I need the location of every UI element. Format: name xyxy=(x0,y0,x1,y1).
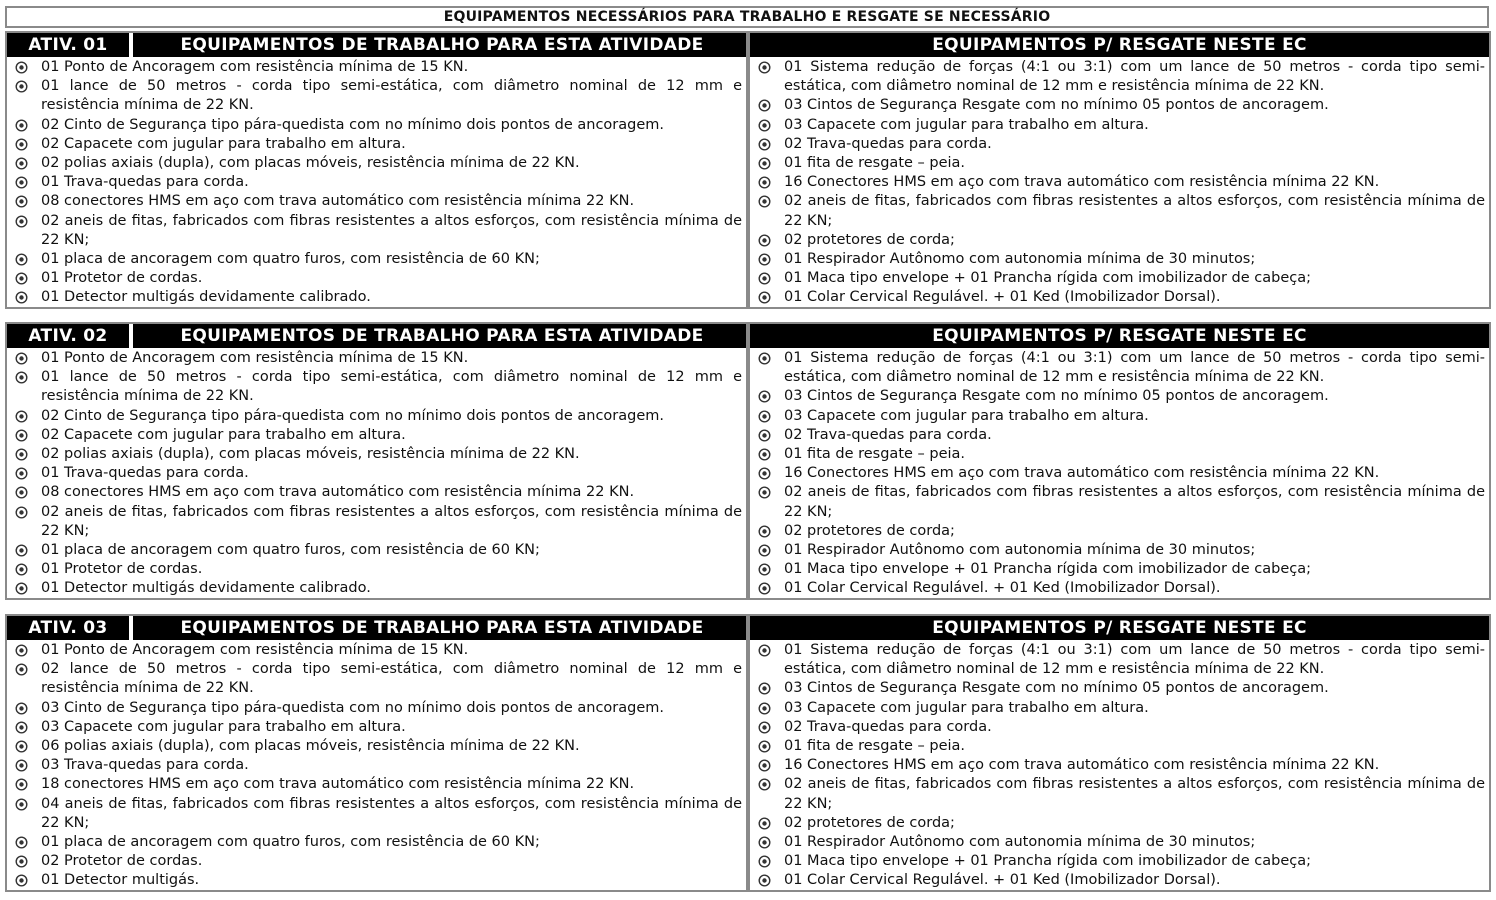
circle-bullet-icon xyxy=(758,544,771,557)
circle-bullet-icon xyxy=(15,176,28,189)
list-item xyxy=(758,814,1485,833)
list-item xyxy=(758,756,1485,775)
circle-bullet-icon xyxy=(758,234,771,247)
list-item xyxy=(758,192,1485,230)
circle-bullet-icon xyxy=(15,467,28,480)
work-equipment-header xyxy=(7,33,746,57)
list-item-text: 01 placa de ancoragem com quatro furos, com resistência de 60 KN; xyxy=(41,834,540,851)
list-item xyxy=(15,116,742,135)
list-item xyxy=(758,426,1485,445)
activity-label: ATIV. 02 xyxy=(7,324,133,348)
list-item-text: 01 Colar Cervical Regulável. + 01 Ked (Imobilizador Dorsal). xyxy=(784,289,1221,306)
list-item-text: 01 Colar Cervical Regulável. + 01 Ked (Imobilizador Dorsal). xyxy=(784,580,1221,597)
circle-bullet-icon xyxy=(15,740,28,753)
list-item-text: 01 Detector multigás devidamente calibrado. xyxy=(41,289,371,306)
list-item xyxy=(758,464,1485,483)
list-item-text: 16 Conectores HMS em aço com trava automático com resistência mínima 22 KN. xyxy=(784,757,1380,774)
list-item xyxy=(15,641,742,660)
list-item-text: 01 Respirador Autônomo com autonomia mínima de 30 minutos; xyxy=(784,251,1256,268)
circle-bullet-icon xyxy=(758,817,771,830)
circle-bullet-icon xyxy=(758,157,771,170)
circle-bullet-icon xyxy=(15,486,28,499)
list-item xyxy=(758,541,1485,560)
list-item-text: 01 Ponto de Ancoragem com resistência mínima de 15 KN. xyxy=(41,59,469,75)
rescue-equipment-list xyxy=(750,348,1489,599)
list-item xyxy=(758,58,1485,96)
list-item-text: 02 protetores de corda; xyxy=(784,522,955,539)
list-item-text: 08 conectores HMS em aço com trava automático com resistência mínima 22 KN. xyxy=(41,193,635,210)
list-item-text: 01 Ponto de Ancoragem com resistência mínima de 15 KN. xyxy=(41,642,469,658)
list-item xyxy=(15,579,742,598)
rescue-equipment-title: EQUIPAMENTOS P/ RESGATE NESTE EC xyxy=(932,618,1307,638)
list-item xyxy=(758,154,1485,173)
list-item-text: 01 Protetor de cordas. xyxy=(41,270,203,287)
work-equipment-header xyxy=(7,324,746,348)
list-item-text: 03 Cintos de Segurança Resgate com no mínimo 05 pontos de ancoragem. xyxy=(784,97,1329,114)
circle-bullet-icon xyxy=(758,176,771,189)
list-item-text: 01 Trava-quedas para corda. xyxy=(41,465,249,482)
list-item-text: 01 Sistema redução de forças (4:1 ou 3:1) com um lance de 50 metros - corda tipo semi-estática, com diâmetro nominal de 12 mm e resistência mínima de 22 KN. xyxy=(784,642,1485,678)
list-item-text: 04 aneis de fitas, fabricados com fibras resistentes a altos esforços, com resistência mínima de 22 KN; xyxy=(41,795,742,831)
circle-bullet-icon xyxy=(15,448,28,461)
circle-bullet-icon xyxy=(15,544,28,557)
circle-bullet-icon xyxy=(758,759,771,772)
rescue-equipment-title: EQUIPAMENTOS P/ RESGATE NESTE EC xyxy=(932,326,1307,346)
list-item-text: 01 placa de ancoragem com quatro furos, com resistência de 60 KN; xyxy=(41,542,540,559)
list-item xyxy=(758,699,1485,718)
list-item-text: 03 Cintos de Segurança Resgate com no mínimo 05 pontos de ancoragem. xyxy=(784,680,1329,697)
list-item-text: 01 Maca tipo envelope + 01 Prancha rígida com imobilizador de cabeça; xyxy=(784,270,1311,287)
list-item xyxy=(758,579,1485,598)
circle-bullet-icon xyxy=(758,855,771,868)
circle-bullet-icon xyxy=(758,721,771,734)
list-item xyxy=(758,560,1485,579)
list-item-text: 03 Capacete com jugular para trabalho em altura. xyxy=(784,699,1149,716)
rescue-equipment-header xyxy=(750,324,1489,348)
circle-bullet-icon xyxy=(15,836,28,849)
list-item xyxy=(758,116,1485,135)
rescue-equipment-list xyxy=(750,640,1489,891)
circle-bullet-icon xyxy=(758,582,771,595)
list-item-text: 02 Capacete com jugular para trabalho em altura. xyxy=(41,135,406,152)
circle-bullet-icon xyxy=(15,644,28,657)
rescue-equipment-header xyxy=(750,616,1489,640)
list-item xyxy=(758,407,1485,426)
list-item-text: 16 Conectores HMS em aço com trava automático com resistência mínima 22 KN. xyxy=(784,465,1380,482)
list-item xyxy=(15,718,742,737)
activity-label: ATIV. 01 xyxy=(7,33,133,57)
list-item xyxy=(15,560,742,579)
list-item-text: 01 Sistema redução de forças (4:1 ou 3:1) com um lance de 50 metros - corda tipo semi-estática, com diâmetro nominal de 12 mm e resistência mínima de 22 KN. xyxy=(784,59,1485,95)
list-item-text: 01 fita de resgate – peia. xyxy=(784,738,966,755)
list-item xyxy=(15,135,742,154)
list-item xyxy=(758,173,1485,192)
list-item xyxy=(15,756,742,775)
circle-bullet-icon xyxy=(758,525,771,538)
list-item-text: 03 Capacete com jugular para trabalho em altura. xyxy=(784,407,1149,424)
circle-bullet-icon xyxy=(15,80,28,93)
list-item xyxy=(15,154,742,173)
list-item-text: 08 conectores HMS em aço com trava automático com resistência mínima 22 KN. xyxy=(41,484,635,501)
circle-bullet-icon xyxy=(15,702,28,715)
circle-bullet-icon xyxy=(15,798,28,811)
list-item xyxy=(15,737,742,756)
circle-bullet-icon xyxy=(15,253,28,266)
work-equipment-header xyxy=(7,616,746,640)
list-item-text: 02 aneis de fitas, fabricados com fibras resistentes a altos esforços, com resistência mínima de 22 KN; xyxy=(41,212,742,248)
list-item-text: 01 Detector multigás. xyxy=(41,872,200,889)
list-item-text: 01 Colar Cervical Regulável. + 01 Ked (Imobilizador Dorsal). xyxy=(784,872,1221,889)
list-item xyxy=(15,445,742,464)
circle-bullet-icon xyxy=(15,855,28,868)
circle-bullet-icon xyxy=(15,759,28,772)
circle-bullet-icon xyxy=(758,291,771,304)
circle-bullet-icon xyxy=(15,663,28,676)
list-item-text: 01 Detector multigás devidamente calibrado. xyxy=(41,580,371,597)
list-item-text: 02 Cinto de Segurança tipo pára-quedista com no mínimo dois pontos de ancoragem. xyxy=(41,407,665,424)
list-item xyxy=(758,775,1485,813)
list-item xyxy=(758,718,1485,737)
list-item xyxy=(15,368,742,406)
list-item xyxy=(15,212,742,250)
list-item-text: 01 Respirador Autônomo com autonomia mínima de 30 minutos; xyxy=(784,542,1256,559)
work-equipment-list xyxy=(7,57,746,308)
circle-bullet-icon xyxy=(15,119,28,132)
list-item xyxy=(15,288,742,307)
circle-bullet-icon xyxy=(15,272,28,285)
list-item xyxy=(758,871,1485,890)
circle-bullet-icon xyxy=(758,61,771,74)
list-item xyxy=(758,679,1485,698)
list-item xyxy=(758,737,1485,756)
activity-section-1 xyxy=(5,31,1491,309)
work-equipment-panel xyxy=(5,614,748,892)
circle-bullet-icon xyxy=(758,253,771,266)
list-item-text: 18 conectores HMS em aço com trava automático com resistência mínima 22 KN. xyxy=(41,776,635,793)
list-item-text: 01 Respirador Autônomo com autonomia mínima de 30 minutos; xyxy=(784,834,1256,851)
circle-bullet-icon xyxy=(15,195,28,208)
circle-bullet-icon xyxy=(758,195,771,208)
list-item-text: 02 Trava-quedas para corda. xyxy=(784,426,992,443)
rescue-equipment-header xyxy=(750,33,1489,57)
circle-bullet-icon xyxy=(758,836,771,849)
list-item-text: 03 Cintos de Segurança Resgate com no mínimo 05 pontos de ancoragem. xyxy=(784,388,1329,405)
list-item xyxy=(758,833,1485,852)
list-item xyxy=(15,541,742,560)
list-item-text: 16 Conectores HMS em aço com trava automático com resistência mínima 22 KN. xyxy=(784,174,1380,191)
list-item-text: 01 Maca tipo envelope + 01 Prancha rígida com imobilizador de cabeça; xyxy=(784,561,1311,578)
list-item-text: 03 Cinto de Segurança tipo pára-quedista com no mínimo dois pontos de ancoragem. xyxy=(41,699,665,716)
list-item-text: 02 polias axiais (dupla), com placas móveis, resistência mínima de 22 KN. xyxy=(41,446,580,463)
list-item xyxy=(15,77,742,115)
list-item-text: 01 lance de 50 metros - corda tipo semi-estática, com diâmetro nominal de 12 mm e resistência mínima de 22 KN. xyxy=(41,78,742,114)
list-item-text: 02 lance de 50 metros - corda tipo semi-estática, com diâmetro nominal de 12 mm e resistência mínima de 22 KN. xyxy=(41,661,742,697)
rescue-equipment-panel xyxy=(748,322,1491,600)
work-equipment-panel xyxy=(5,31,748,309)
list-item xyxy=(758,135,1485,154)
circle-bullet-icon xyxy=(15,371,28,384)
list-item xyxy=(15,852,742,871)
list-item-text: 01 Sistema redução de forças (4:1 ou 3:1) com um lance de 50 metros - corda tipo semi-estática, com diâmetro nominal de 12 mm e resistência mínima de 22 KN. xyxy=(784,350,1485,386)
list-item xyxy=(15,407,742,426)
rescue-equipment-title: EQUIPAMENTOS P/ RESGATE NESTE EC xyxy=(932,35,1307,55)
list-item-text: 02 Trava-quedas para corda. xyxy=(784,135,992,152)
circle-bullet-icon xyxy=(15,563,28,576)
list-item xyxy=(758,483,1485,521)
list-item-text: 01 Protetor de cordas. xyxy=(41,561,203,578)
list-item-text: 03 Capacete com jugular para trabalho em altura. xyxy=(784,116,1149,133)
circle-bullet-icon xyxy=(758,410,771,423)
activity-label: ATIV. 03 xyxy=(7,616,133,640)
circle-bullet-icon xyxy=(758,682,771,695)
circle-bullet-icon xyxy=(758,352,771,365)
circle-bullet-icon xyxy=(758,702,771,715)
list-item xyxy=(758,96,1485,115)
list-item xyxy=(15,192,742,211)
activity-section-2 xyxy=(5,322,1491,600)
circle-bullet-icon xyxy=(758,563,771,576)
circle-bullet-icon xyxy=(758,429,771,442)
work-equipment-panel xyxy=(5,322,748,600)
list-item xyxy=(15,483,742,502)
circle-bullet-icon xyxy=(15,410,28,423)
list-item-text: 01 Trava-quedas para corda. xyxy=(41,174,249,191)
list-item-text: 03 Trava-quedas para corda. xyxy=(41,757,249,774)
list-item xyxy=(758,641,1485,679)
list-item xyxy=(15,503,742,541)
list-item-text: 02 Protetor de cordas. xyxy=(41,853,203,870)
circle-bullet-icon xyxy=(15,721,28,734)
circle-bullet-icon xyxy=(758,778,771,791)
list-item-text: 02 aneis de fitas, fabricados com fibras resistentes a altos esforços, com resistência mínima de 22 KN; xyxy=(784,776,1485,812)
circle-bullet-icon xyxy=(15,582,28,595)
list-item xyxy=(15,58,742,77)
circle-bullet-icon xyxy=(758,138,771,151)
circle-bullet-icon xyxy=(758,467,771,480)
list-item-text: 01 placa de ancoragem com quatro furos, com resistência de 60 KN; xyxy=(41,251,540,268)
list-item xyxy=(758,231,1485,250)
list-item-text: 02 Cinto de Segurança tipo pára-quedista com no mínimo dois pontos de ancoragem. xyxy=(41,116,665,133)
list-item-text: 02 aneis de fitas, fabricados com fibras resistentes a altos esforços, com resistência mínima de 22 KN; xyxy=(784,193,1485,229)
list-item-text: 01 fita de resgate – peia. xyxy=(784,155,966,172)
list-item xyxy=(15,464,742,483)
list-item-text: 02 Trava-quedas para corda. xyxy=(784,718,992,735)
list-item-text: 03 Capacete com jugular para trabalho em altura. xyxy=(41,718,406,735)
circle-bullet-icon xyxy=(15,778,28,791)
list-item-text: 02 aneis de fitas, fabricados com fibras resistentes a altos esforços, com resistência mínima de 22 KN; xyxy=(784,484,1485,520)
list-item xyxy=(758,250,1485,269)
rescue-equipment-list xyxy=(750,57,1489,308)
circle-bullet-icon xyxy=(758,486,771,499)
circle-bullet-icon xyxy=(758,119,771,132)
circle-bullet-icon xyxy=(15,215,28,228)
circle-bullet-icon xyxy=(15,429,28,442)
work-equipment-list xyxy=(7,348,746,599)
list-item xyxy=(758,387,1485,406)
circle-bullet-icon xyxy=(758,390,771,403)
list-item-text: 02 aneis de fitas, fabricados com fibras resistentes a altos esforços, com resistência mínima de 22 KN; xyxy=(41,503,742,539)
list-item xyxy=(15,173,742,192)
list-item-text: 01 Maca tipo envelope + 01 Prancha rígida com imobilizador de cabeça; xyxy=(784,853,1311,870)
list-item-text: 01 fita de resgate – peia. xyxy=(784,446,966,463)
list-item-text: 01 Ponto de Ancoragem com resistência mínima de 15 KN. xyxy=(41,350,469,366)
list-item xyxy=(15,250,742,269)
circle-bullet-icon xyxy=(758,874,771,887)
circle-bullet-icon xyxy=(15,157,28,170)
page-title: EQUIPAMENTOS NECESSÁRIOS PARA TRABALHO E RESGATE SE NECESSÁRIO xyxy=(5,6,1489,28)
list-item xyxy=(15,426,742,445)
circle-bullet-icon xyxy=(15,352,28,365)
list-item xyxy=(15,349,742,368)
list-item xyxy=(15,660,742,698)
list-item-text: 01 lance de 50 metros - corda tipo semi-estática, com diâmetro nominal de 12 mm e resistência mínima de 22 KN. xyxy=(41,369,742,405)
circle-bullet-icon xyxy=(758,740,771,753)
rescue-equipment-panel xyxy=(748,614,1491,892)
list-item xyxy=(758,288,1485,307)
list-item xyxy=(758,269,1485,288)
list-item xyxy=(758,522,1485,541)
circle-bullet-icon xyxy=(15,291,28,304)
circle-bullet-icon xyxy=(758,99,771,112)
list-item xyxy=(758,349,1485,387)
list-item xyxy=(758,852,1485,871)
list-item xyxy=(15,833,742,852)
list-item-text: 02 polias axiais (dupla), com placas móveis, resistência mínima de 22 KN. xyxy=(41,155,580,172)
rescue-equipment-panel xyxy=(748,31,1491,309)
circle-bullet-icon xyxy=(15,506,28,519)
list-item xyxy=(15,775,742,794)
circle-bullet-icon xyxy=(758,448,771,461)
circle-bullet-icon xyxy=(15,874,28,887)
list-item-text: 06 polias axiais (dupla), com placas móveis, resistência mínima de 22 KN. xyxy=(41,738,580,755)
list-item xyxy=(15,795,742,833)
list-item-text: 02 protetores de corda; xyxy=(784,231,955,248)
circle-bullet-icon xyxy=(15,138,28,151)
work-equipment-title: EQUIPAMENTOS DE TRABALHO PARA ESTA ATIVIDADE xyxy=(180,618,704,638)
list-item xyxy=(15,871,742,890)
list-item xyxy=(758,445,1485,464)
list-item-text: 02 protetores de corda; xyxy=(784,814,955,831)
list-item xyxy=(15,699,742,718)
work-equipment-list xyxy=(7,640,746,891)
work-equipment-title: EQUIPAMENTOS DE TRABALHO PARA ESTA ATIVIDADE xyxy=(180,35,704,55)
activity-section-3 xyxy=(5,614,1491,892)
work-equipment-title: EQUIPAMENTOS DE TRABALHO PARA ESTA ATIVIDADE xyxy=(180,326,704,346)
list-item xyxy=(15,269,742,288)
circle-bullet-icon xyxy=(15,61,28,74)
circle-bullet-icon xyxy=(758,644,771,657)
list-item-text: 02 Capacete com jugular para trabalho em altura. xyxy=(41,426,406,443)
circle-bullet-icon xyxy=(758,272,771,285)
